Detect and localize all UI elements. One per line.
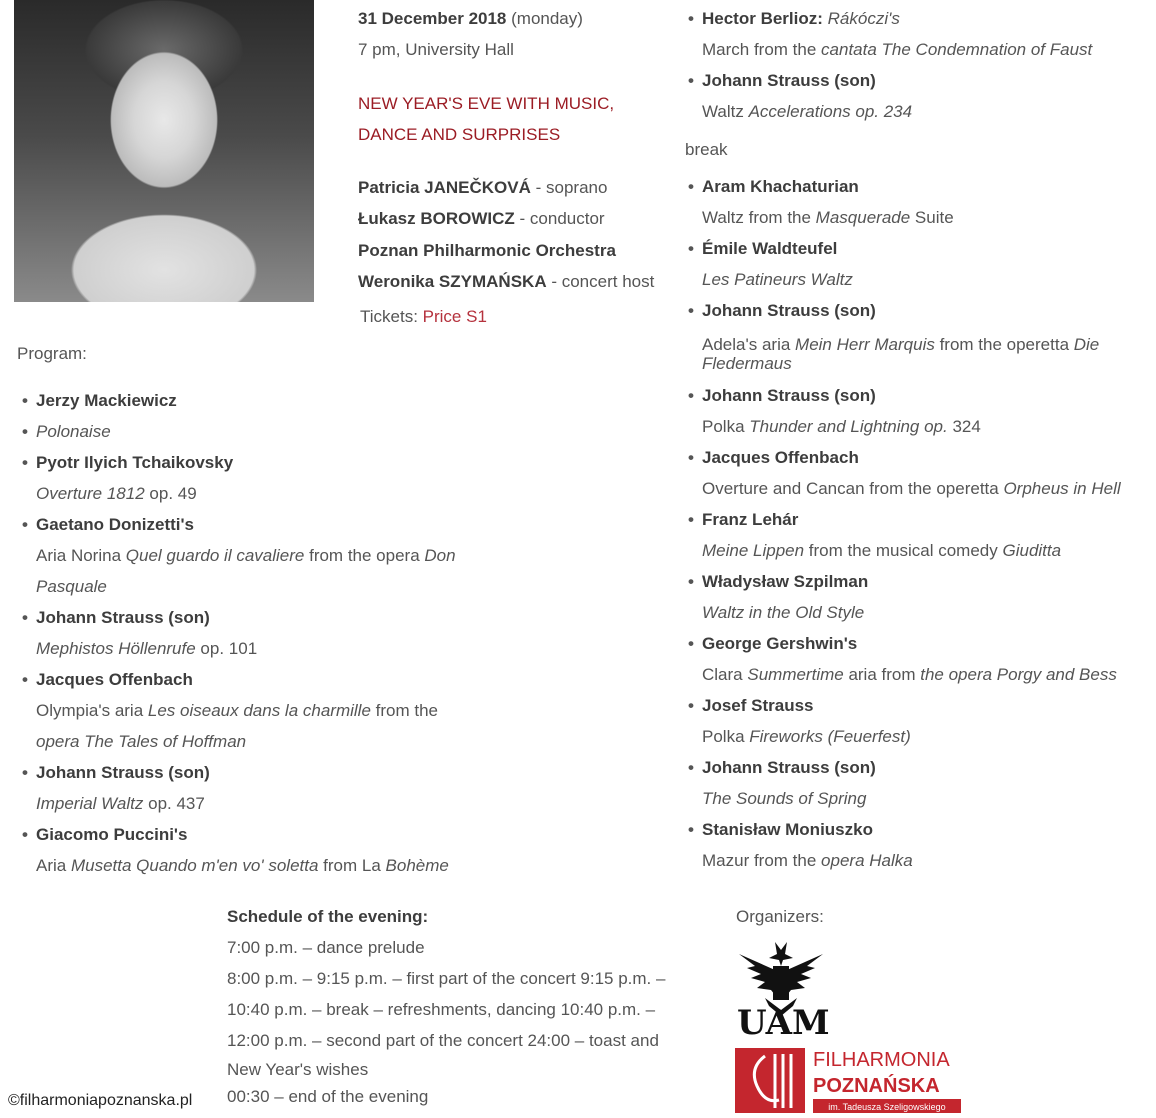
schedule-line: New Year's wishes — [227, 1060, 369, 1079]
composer: Aram Khachaturian — [702, 177, 859, 196]
performer-conductor — [358, 203, 605, 234]
bullet-icon: • — [22, 608, 28, 627]
work-title: Quel guardo il cavaliere — [125, 546, 305, 565]
composer: Jacques Offenbach — [702, 448, 859, 467]
schedule-line: 8:00 p.m. – 9:15 p.m. – first part of the concert 9:15 p.m. – — [227, 969, 666, 988]
list-item — [22, 509, 502, 540]
performer-orchestra — [358, 235, 616, 266]
break-label: break — [685, 140, 728, 159]
work-detail: Waltz from the — [702, 208, 816, 227]
composer: Pyotr Ilyich Tchaikovsky — [36, 453, 234, 472]
list-item — [22, 819, 502, 850]
bullet-icon: • — [688, 177, 694, 196]
work-title: Masquerade — [815, 208, 911, 227]
performer-host — [358, 266, 654, 297]
work-title: Musetta Quando m'en vo' soletta — [70, 856, 319, 875]
work-line — [688, 411, 1156, 442]
work-line — [688, 264, 1156, 295]
work-title: Overture 1812 — [36, 484, 145, 503]
bullet-icon: • — [688, 572, 694, 591]
program-label: Program: — [17, 344, 87, 363]
concert-weekday: (monday) — [511, 9, 583, 28]
performer-name: Weronika SZYMAŃSKA — [358, 272, 547, 291]
work-detail: Clara — [702, 665, 748, 684]
composer: Johann Strauss (son) — [702, 758, 876, 777]
work-title: Die — [1073, 335, 1100, 354]
list-item — [688, 233, 1156, 264]
list-item — [22, 664, 502, 695]
work-detail: Olympia's aria — [36, 701, 148, 720]
list-item — [688, 504, 1156, 535]
performer-soprano — [358, 172, 607, 203]
work-line — [688, 845, 1156, 876]
list-item — [22, 416, 502, 447]
work-title: Accelerations op. 234 — [748, 102, 913, 121]
composer: Franz Lehár — [702, 510, 799, 529]
work-title: The Sounds of Spring — [702, 789, 867, 808]
work-detail: Adela's aria — [702, 335, 796, 354]
performer-name: Łukasz BOROWICZ — [358, 209, 515, 228]
work-title: the opera Porgy and Bess — [920, 665, 1117, 684]
composer: Johann Strauss (son) — [702, 386, 876, 405]
list-item — [22, 602, 502, 633]
bullet-icon: • — [22, 763, 28, 782]
list-item — [688, 171, 1156, 202]
work-detail: Mazur from the — [702, 851, 822, 870]
work-line — [22, 850, 502, 881]
work-title: Thunder and Lightning op. — [749, 417, 948, 436]
schedule-line: 12:00 p.m. – second part of the concert 24:00 – toast and — [227, 1031, 659, 1050]
list-item — [22, 385, 502, 416]
list-item — [688, 65, 1156, 96]
work-detail: aria from — [843, 665, 921, 684]
bullet-icon: • — [688, 301, 694, 320]
work-title: Rákóczi's — [827, 9, 900, 28]
schedule-heading: Schedule of the evening: — [227, 907, 429, 926]
work-line — [688, 202, 1156, 233]
work-detail: Aria — [36, 856, 71, 875]
list-item — [688, 814, 1156, 845]
work-title: Fledermaus — [702, 354, 792, 373]
bullet-icon: • — [688, 9, 694, 28]
uam-logo-text: UAM — [737, 1003, 830, 1043]
work-detail: Suite — [910, 208, 954, 227]
organizer-logos — [735, 936, 965, 1113]
list-item — [688, 628, 1156, 659]
bullet-icon: • — [688, 634, 694, 653]
work-line — [22, 478, 502, 509]
bullet-icon: • — [688, 239, 694, 258]
list-item — [688, 566, 1156, 597]
work-detail: from the — [370, 701, 438, 720]
schedule-block — [227, 901, 697, 1110]
work-title: Polonaise — [36, 422, 111, 441]
performer-role: - conductor — [514, 209, 605, 228]
work-detail: 324 — [947, 417, 981, 436]
organizers-label: Organizers: — [736, 907, 824, 926]
list-item — [688, 295, 1156, 326]
work-title: cantata The Condemnation of Faust — [821, 40, 1093, 59]
list-item — [688, 442, 1156, 473]
bullet-icon: • — [22, 515, 28, 534]
bullet-icon: • — [688, 820, 694, 839]
work-line — [22, 633, 502, 664]
work-title: Don — [424, 546, 456, 565]
soloist-photo — [14, 0, 314, 302]
work-title: Meine Lippen — [702, 541, 805, 560]
bullet-icon: • — [22, 670, 28, 689]
schedule-line: 00:30 – end of the evening — [227, 1087, 429, 1106]
work-title: Mephistos Höllenrufe — [36, 639, 196, 658]
composer: Jacques Offenbach — [36, 670, 193, 689]
list-item — [22, 757, 502, 788]
composer: Johann Strauss (son) — [702, 301, 876, 320]
bullet-icon: • — [688, 510, 694, 529]
bullet-icon: • — [22, 391, 28, 410]
event-title-line1: NEW YEAR'S EVE WITH MUSIC, — [358, 94, 615, 113]
composer: Émile Waldteufel — [702, 239, 838, 258]
filharmonia-logo-text-2: POZNAŃSKA — [813, 1075, 940, 1097]
uam-logo — [735, 936, 965, 1113]
tickets-line — [360, 301, 487, 332]
work-detail: March from the — [702, 40, 822, 59]
bullet-icon: • — [688, 71, 694, 90]
work-line — [688, 34, 1156, 65]
bullet-icon: • — [688, 696, 694, 715]
work-title: Imperial Waltz — [36, 794, 144, 813]
composer: Giacomo Puccini's — [36, 825, 188, 844]
work-line — [688, 659, 1156, 690]
work-detail: Polka — [702, 417, 750, 436]
composer: Johann Strauss (son) — [36, 608, 210, 627]
concert-date-line — [358, 3, 583, 34]
bullet-icon: • — [688, 448, 694, 467]
work-detail: op. 49 — [144, 484, 197, 503]
filharmonia-logo-text-1: FILHARMONIA — [813, 1049, 950, 1071]
work-line — [688, 473, 1156, 504]
work-detail: from the opera — [304, 546, 425, 565]
work-detail: Overture and Cancan from the operetta — [702, 479, 1004, 498]
work-detail: from the operetta — [934, 335, 1074, 354]
work-line — [688, 356, 1156, 380]
schedule-line: 10:40 p.m. – break – refreshments, dancing 10:40 p.m. – — [227, 1000, 656, 1019]
performer-role: - soprano — [530, 178, 608, 197]
work-line — [688, 597, 1156, 628]
work-detail: from La — [318, 856, 386, 875]
work-title: Pasquale — [36, 577, 107, 596]
work-line — [688, 783, 1156, 814]
work-title: Waltz in the Old Style — [702, 603, 865, 622]
work-detail: op. 437 — [143, 794, 205, 813]
work-line — [688, 535, 1156, 566]
bullet-icon: • — [22, 825, 28, 844]
concert-date: 31 December 2018 — [358, 9, 507, 28]
work-title: Orpheus in Hell — [1003, 479, 1121, 498]
work-line — [688, 334, 1156, 356]
composer: Gaetano Donizetti's — [36, 515, 195, 534]
bullet-icon: • — [688, 386, 694, 405]
composer: Johann Strauss (son) — [36, 763, 210, 782]
work-line — [22, 695, 502, 726]
composer: Jerzy Mackiewicz — [36, 391, 177, 410]
performer-name: Patricia JANEČKOVÁ — [358, 178, 531, 197]
composer: Josef Strauss — [702, 696, 814, 715]
right-program-list — [685, 3, 1156, 876]
work-title: Giuditta — [1002, 541, 1062, 560]
work-detail: Waltz — [702, 102, 749, 121]
event-title-line2: DANCE AND SURPRISES — [358, 125, 561, 144]
left-program-list — [22, 385, 502, 881]
list-item — [688, 380, 1156, 411]
tickets-price-link[interactable]: Price S1 — [422, 307, 487, 326]
tickets-label: Tickets: — [360, 307, 423, 326]
work-line — [22, 788, 502, 819]
work-detail: from the musical comedy — [804, 541, 1003, 560]
work-title: Les oiseaux dans la charmille — [147, 701, 371, 720]
work-line — [688, 721, 1156, 752]
work-title: opera The Tales of Hoffman — [36, 732, 247, 751]
bullet-icon: • — [22, 453, 28, 472]
composer: Hector Berlioz: — [702, 9, 828, 28]
work-line — [22, 540, 502, 571]
work-line — [22, 726, 502, 757]
list-item — [688, 690, 1156, 721]
work-detail: op. 101 — [195, 639, 258, 658]
time-place: 7 pm, University Hall — [358, 40, 514, 59]
work-title: opera Halka — [821, 851, 913, 870]
composer: George Gershwin's — [702, 634, 858, 653]
composer: Władysław Szpilman — [702, 572, 869, 591]
list-item — [688, 752, 1156, 783]
filharmonia-logo-text-3: im. Tadeusza Szeligowskiego — [828, 1102, 946, 1112]
composer: Stanisław Moniuszko — [702, 820, 873, 839]
work-title: Summertime — [747, 665, 844, 684]
work-title: Fireworks (Feuerfest) — [749, 727, 911, 746]
work-title: Les Patineurs Waltz — [702, 270, 853, 289]
work-line — [22, 571, 502, 602]
copyright: ©filharmoniapoznanska.pl — [8, 1092, 193, 1109]
work-title: Bohème — [385, 856, 449, 875]
work-detail: Polka — [702, 727, 750, 746]
work-detail: Aria Norina — [36, 546, 126, 565]
list-item — [688, 3, 1156, 34]
work-title: Mein Herr Marquis — [795, 335, 935, 354]
performer-role: - concert host — [546, 272, 655, 291]
composer: Johann Strauss (son) — [702, 71, 876, 90]
list-item — [22, 447, 502, 478]
work-line — [688, 96, 1156, 127]
performer-name: Poznan Philharmonic Orchestra — [358, 241, 616, 260]
schedule-line: 7:00 p.m. – dance prelude — [227, 938, 425, 957]
bullet-icon: • — [688, 758, 694, 777]
bullet-icon: • — [22, 422, 28, 441]
